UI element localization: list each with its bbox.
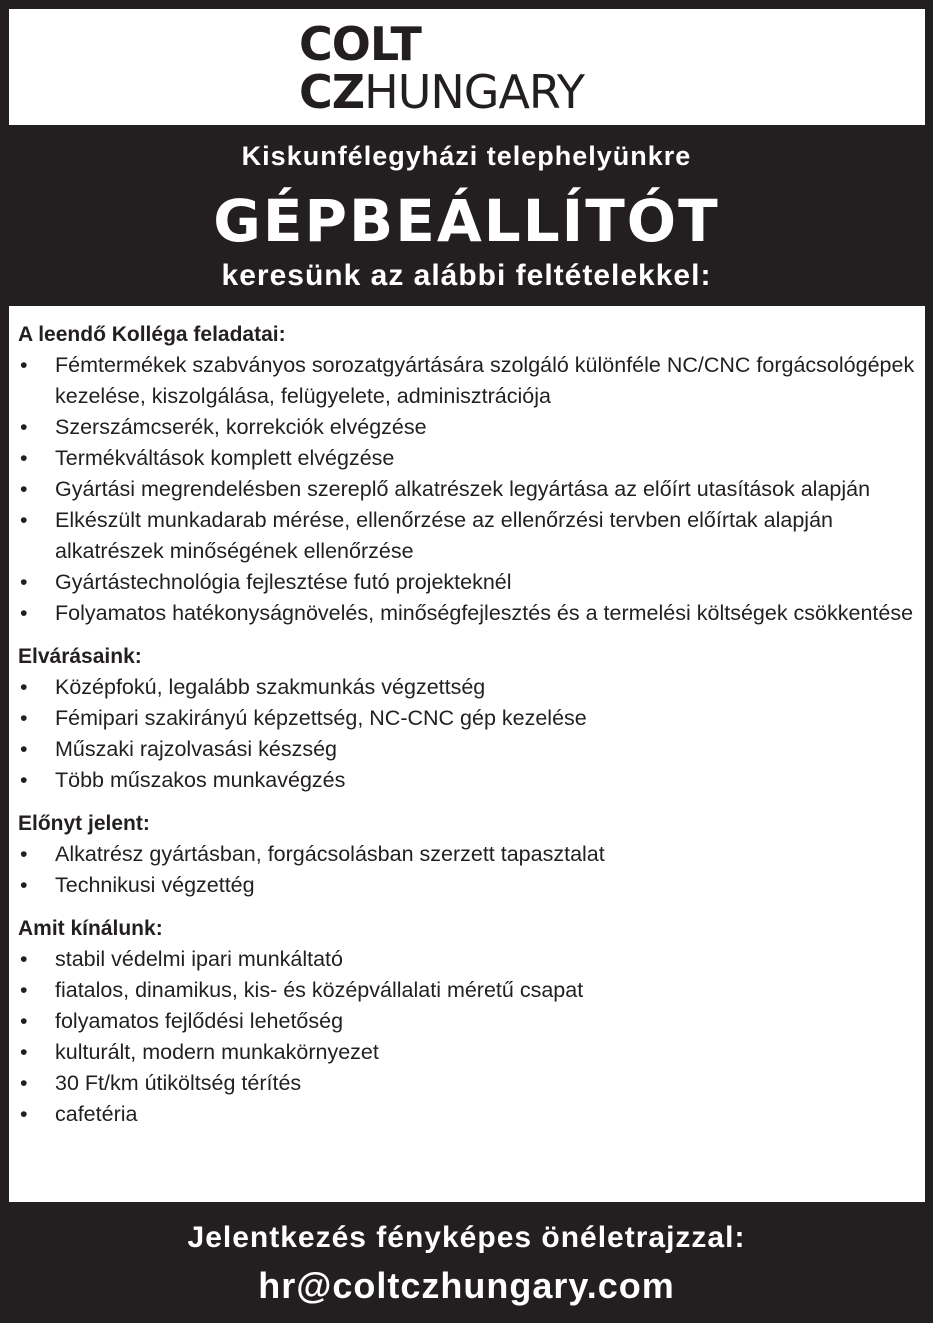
list-item-text: Technikusi végzettég <box>55 873 255 897</box>
bullet-list <box>18 672 925 796</box>
bullet-icon: • <box>20 415 28 439</box>
bullet-icon: • <box>20 1102 28 1126</box>
section <box>18 641 925 796</box>
list-item <box>18 870 925 901</box>
list-item <box>18 839 925 870</box>
bullet-icon: • <box>20 737 28 761</box>
job-header <box>0 125 933 305</box>
bullet-icon: • <box>20 873 28 897</box>
list-item <box>18 975 925 1006</box>
list-item <box>18 944 925 975</box>
list-item <box>18 505 925 567</box>
bullet-icon: • <box>20 353 28 377</box>
list-item <box>18 1037 925 1068</box>
company-logo <box>299 17 585 119</box>
list-item-text: Több műszakos munkavégzés <box>55 768 346 792</box>
logo-line-1: COLT <box>299 17 421 71</box>
list-item <box>18 350 925 412</box>
list-item <box>18 765 925 796</box>
list-item-text: Alkatrész gyártásban, forgácsolásban szerzett tapasztalat <box>55 842 605 866</box>
bullet-icon: • <box>20 477 28 501</box>
logo-line-2 <box>299 65 585 119</box>
logo-panel <box>9 9 925 125</box>
list-item <box>18 474 925 505</box>
section-title: Amit kínálunk: <box>18 917 163 940</box>
bullet-icon: • <box>20 601 28 625</box>
bullet-icon: • <box>20 1071 28 1095</box>
bullet-list <box>18 839 925 901</box>
logo-hungary: HUNGARY <box>364 65 585 119</box>
bullet-list <box>18 350 925 629</box>
list-item-text: stabil védelmi ipari munkáltató <box>55 947 343 971</box>
bullet-icon: • <box>20 1009 28 1033</box>
bullet-icon: • <box>20 978 28 1002</box>
list-item <box>18 734 925 765</box>
application-footer <box>0 1205 933 1323</box>
list-item <box>18 1006 925 1037</box>
list-item-text: Folyamatos hatékonyságnövelés, minőségfejlesztés és a termelési költségek csökkentése <box>55 601 914 625</box>
section-title: A leendő Kolléga feladatai: <box>18 323 286 346</box>
list-item-text: Műszaki rajzolvasási készség <box>55 737 337 761</box>
bullet-icon: • <box>20 706 28 730</box>
section <box>18 319 925 629</box>
list-item-text: Fémipari szakirányú képzettség, NC-CNC gép kezelése <box>55 706 587 730</box>
list-item-text: Elkészült munkadarab mérése, ellenőrzése az ellenőrzési tervben előírtak alapján alkatrészek minőségének ellenőrzése <box>55 508 833 563</box>
section <box>18 913 925 1130</box>
bullet-icon: • <box>20 675 28 699</box>
bullet-list <box>18 944 925 1130</box>
list-item-text: 30 Ft/km útiköltség térítés <box>55 1071 302 1095</box>
apply-instruction: Jelentkezés fényképes önéletrajzzal: <box>187 1221 746 1254</box>
bullet-icon: • <box>20 570 28 594</box>
bullet-icon: • <box>20 508 28 532</box>
bullet-icon: • <box>20 768 28 792</box>
list-item-text: kulturált, modern munkakörnyezet <box>55 1040 379 1064</box>
sections-container <box>9 306 925 1130</box>
section <box>18 808 925 901</box>
list-item-text: Fémtermékek szabványos sorozatgyártására szolgáló különféle NC/CNC forgácsológépek kezelése, kiszolgálása, felügyelete, adminisztrációja <box>55 353 915 408</box>
contact-email[interactable]: hr@coltczhungary.com <box>258 1265 675 1306</box>
list-item-text: Középfokú, legalább szakmunkás végzettség <box>55 675 486 699</box>
bullet-icon: • <box>20 842 28 866</box>
list-item <box>18 1099 925 1130</box>
section-title: Előnyt jelent: <box>18 812 150 835</box>
list-item-text: Termékváltások komplett elvégzése <box>55 446 395 470</box>
list-item-text: Szerszámcserék, korrekciók elvégzése <box>55 415 427 439</box>
list-item-text: Gyártástechnológia fejlesztése futó projekteknél <box>55 570 512 594</box>
list-item-text: cafetéria <box>55 1102 138 1126</box>
list-item <box>18 567 925 598</box>
bullet-icon: • <box>20 446 28 470</box>
list-item <box>18 703 925 734</box>
list-item <box>18 443 925 474</box>
bullet-icon: • <box>20 947 28 971</box>
list-item <box>18 1068 925 1099</box>
list-item <box>18 672 925 703</box>
logo-cz: CZ <box>299 65 365 119</box>
job-conditions-intro: keresünk az alábbi feltételekkel: <box>221 259 712 292</box>
list-item-text: Gyártási megrendelésben szereplő alkatrészek legyártása az előírt utasítások alapján <box>55 477 871 501</box>
job-title: GÉPBEÁLLÍTÓT <box>213 187 720 255</box>
list-item <box>18 412 925 443</box>
section-title: Elvárásaink: <box>18 645 142 668</box>
job-location: Kiskunfélegyházi telephelyünkre <box>241 141 692 171</box>
bullet-icon: • <box>20 1040 28 1064</box>
job-description <box>9 306 925 1202</box>
list-item <box>18 598 925 629</box>
list-item-text: fiatalos, dinamikus, kis- és középvállalati méretű csapat <box>55 978 584 1002</box>
list-item-text: folyamatos fejlődési lehetőség <box>55 1009 344 1033</box>
